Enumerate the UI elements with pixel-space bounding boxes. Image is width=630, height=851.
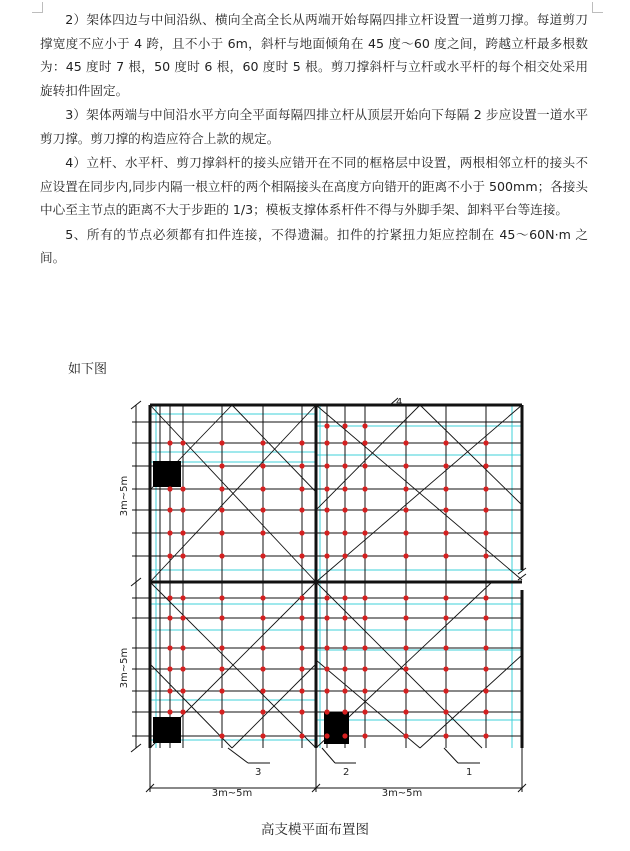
node-dot (299, 688, 304, 693)
node-dot (299, 666, 304, 671)
node-dot (362, 440, 367, 445)
node-dot (260, 666, 265, 671)
node-dot (362, 733, 367, 738)
node-dot (299, 530, 304, 535)
node-dot (180, 666, 185, 671)
node-dot (219, 553, 224, 558)
node-dot (324, 709, 329, 714)
node-dot (324, 645, 329, 650)
node-dot (362, 507, 367, 512)
node-dot (219, 440, 224, 445)
node-dot (483, 486, 488, 491)
node-dot (362, 423, 367, 428)
paragraph-fasteners: 5、所有的节点必须都有扣件连接，不得遗漏。扣件的拧紧扭力矩应控制在 45～60N·m 之间。 (40, 226, 588, 265)
node-dot (299, 595, 304, 600)
node-dot (167, 553, 172, 558)
node-dot (167, 688, 172, 693)
callout-4: 4 (396, 397, 403, 408)
node-dot (299, 440, 304, 445)
node-dot (180, 645, 185, 650)
node-dot (260, 530, 265, 535)
node-dot (299, 553, 304, 558)
node-dot (180, 615, 185, 620)
node-dot (180, 486, 185, 491)
node-dot (260, 733, 265, 738)
node-dot (342, 709, 347, 714)
node-dot (324, 615, 329, 620)
dim-label-left-top: 3m~5m (119, 475, 130, 517)
node-dot (342, 440, 347, 445)
node-dot (342, 645, 347, 650)
node-dot (403, 645, 408, 650)
node-dot (219, 615, 224, 620)
node-dot (180, 553, 185, 558)
column-block (153, 717, 181, 743)
node-dot (167, 615, 172, 620)
node-dot (324, 507, 329, 512)
node-dot (167, 440, 172, 445)
node-dot (443, 530, 448, 535)
node-dot (362, 709, 367, 714)
node-dot (443, 595, 448, 600)
node-dot (342, 507, 347, 512)
node-dot (443, 688, 448, 693)
node-dot (219, 666, 224, 671)
node-dot (362, 595, 367, 600)
node-dot (362, 530, 367, 535)
node-dot (167, 530, 172, 535)
node-dot (483, 709, 488, 714)
figure-intro: 如下图 (68, 362, 108, 377)
node-dot (324, 486, 329, 491)
node-dot (260, 507, 265, 512)
node-dot (324, 440, 329, 445)
node-dot (403, 486, 408, 491)
cyan-horizontal-bars (150, 405, 522, 748)
node-dot (403, 553, 408, 558)
column-block (153, 461, 181, 487)
node-dot (324, 553, 329, 558)
node-dot (219, 463, 224, 468)
scaffold-grid-lines (132, 405, 526, 748)
node-dot (362, 615, 367, 620)
node-dot (260, 486, 265, 491)
node-dot (342, 463, 347, 468)
node-dot (324, 733, 329, 738)
node-dot (342, 688, 347, 693)
dim-label-left-bottom: 3m~5m (119, 647, 130, 689)
node-dot (180, 595, 185, 600)
node-dot (299, 463, 304, 468)
node-dot (299, 507, 304, 512)
break-mark (518, 574, 526, 580)
node-dot (403, 666, 408, 671)
node-dot (260, 553, 265, 558)
node-dot (167, 595, 172, 600)
node-dot (180, 440, 185, 445)
dim-label-bottom-right: 3m~5m (381, 788, 423, 799)
node-dot (483, 530, 488, 535)
node-dot (362, 666, 367, 671)
node-dot (483, 733, 488, 738)
node-dot (219, 733, 224, 738)
callout-3: 3 (255, 767, 262, 778)
node-dot (342, 486, 347, 491)
node-dot (362, 486, 367, 491)
node-dot (362, 463, 367, 468)
node-dot (260, 645, 265, 650)
node-dot (324, 688, 329, 693)
node-dot (167, 507, 172, 512)
node-dot (219, 530, 224, 535)
node-dot (443, 709, 448, 714)
node-dot (342, 530, 347, 535)
node-dot (324, 530, 329, 535)
node-dot (443, 645, 448, 650)
node-dot (219, 486, 224, 491)
node-dot (180, 507, 185, 512)
node-dot (403, 463, 408, 468)
node-dot (299, 709, 304, 714)
node-dot (324, 423, 329, 428)
node-dot (167, 645, 172, 650)
main-beams (150, 405, 522, 748)
callout-leader-3 (228, 748, 248, 763)
node-dot (483, 463, 488, 468)
callout-leader-2 (322, 748, 335, 763)
node-dot (403, 688, 408, 693)
callout-leader-1 (444, 748, 458, 763)
node-dot (483, 507, 488, 512)
figure-caption: 高支模平面布置图 (261, 822, 369, 838)
node-dot (260, 688, 265, 693)
node-dot (324, 595, 329, 600)
node-dot (483, 440, 488, 445)
node-dot (299, 615, 304, 620)
node-dot (324, 463, 329, 468)
node-dot (299, 645, 304, 650)
node-dot (443, 615, 448, 620)
node-dot (403, 709, 408, 714)
dim-label-bottom-left: 3m~5m (211, 788, 253, 799)
node-dot (342, 595, 347, 600)
paragraph-scissor-brace-vertical: 2）架体四边与中间沿纵、横向全高全长从两端开始每隔四排立杆设置一道剪刀撑。每道剪刀撑宽度不应小于 4 跨，且不小于 6m，斜杆与地面倾角在 45 度～60 度之间，跨越立杆最多根数为：45 度时 7 根，50 度时 6 根，60 度时 5 根。剪刀撑斜杆与立杆或水平杆的每个相交处采用旋转扣件固定。 (40, 12, 588, 98)
node-dot (483, 666, 488, 671)
scissor-brace (316, 405, 420, 510)
column-block (324, 712, 349, 744)
node-dot (443, 553, 448, 558)
node-dot (443, 463, 448, 468)
node-dot (219, 507, 224, 512)
node-dot (483, 688, 488, 693)
node-dot (342, 733, 347, 738)
node-dot (299, 486, 304, 491)
node-dot (342, 423, 347, 428)
node-dot (443, 733, 448, 738)
node-dot (342, 615, 347, 620)
paragraph-joints: 4）立杆、水平杆、剪刀撑斜杆的接头应错开在不同的框格层中设置，两根相邻立杆的接头不应设置在同步内,同步内隔一根立杆的两个相隔接头在高度方向错开的距离不小于 500mm；各接头中心至主节点的距离不大于步距的 1/3；模板支撑体系杆件不得与外脚手架、卸料平台等连接。 (40, 155, 588, 217)
node-dot (260, 595, 265, 600)
node-dot (443, 440, 448, 445)
node-dot (167, 666, 172, 671)
node-dot (403, 595, 408, 600)
node-dot (483, 645, 488, 650)
node-dot (362, 553, 367, 558)
node-dot (219, 709, 224, 714)
node-dot (483, 595, 488, 600)
node-dot (483, 553, 488, 558)
node-dot (342, 666, 347, 671)
node-dot (342, 553, 347, 558)
node-dot (219, 688, 224, 693)
scissor-braces (150, 405, 522, 748)
node-dot (167, 709, 172, 714)
node-dot (403, 440, 408, 445)
node-dot (219, 645, 224, 650)
node-dot (443, 507, 448, 512)
node-dot (180, 530, 185, 535)
node-dot (403, 530, 408, 535)
node-dot (180, 688, 185, 693)
node-dot (403, 615, 408, 620)
node-dot (180, 709, 185, 714)
callout-1: 1 (466, 767, 473, 778)
node-dot (403, 507, 408, 512)
node-dot (260, 463, 265, 468)
callout-2: 2 (343, 767, 350, 778)
paragraph-scissor-brace-horizontal: 3）架体两端与中间沿水平方向全平面每隔四排立杆从顶层开始向下每隔 2 步应设置一道水平剪刀撑。剪刀撑的构造应符合上款的规定。 (40, 107, 588, 146)
node-dot (443, 486, 448, 491)
node-dot (260, 440, 265, 445)
node-dot (483, 615, 488, 620)
node-dot (219, 595, 224, 600)
node-dot (362, 645, 367, 650)
node-dot (299, 733, 304, 738)
node-dot (324, 666, 329, 671)
node-dot (443, 666, 448, 671)
node-dot (260, 709, 265, 714)
node-dot (362, 688, 367, 693)
node-dot (260, 615, 265, 620)
node-dot (167, 486, 172, 491)
node-dot (403, 733, 408, 738)
